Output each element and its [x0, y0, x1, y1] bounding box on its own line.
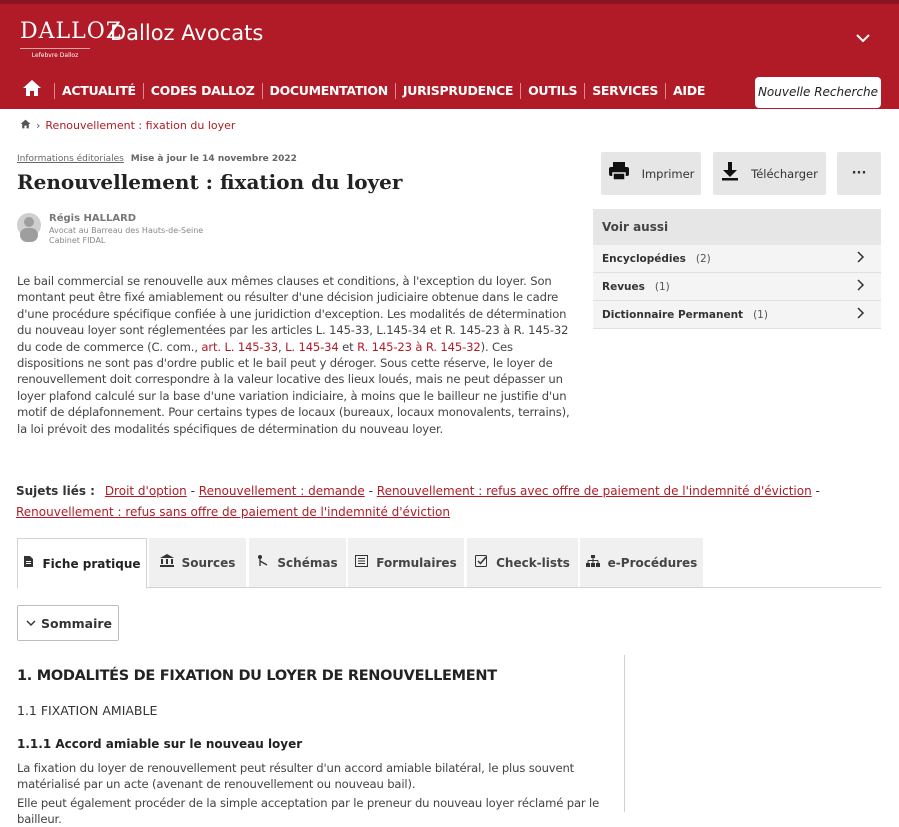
tab-label: e-Procédures [607, 555, 698, 570]
author-role [49, 226, 203, 246]
download-label: Télécharger [751, 166, 818, 181]
see-also-item-revues[interactable] [593, 273, 881, 301]
tab-sources[interactable] [149, 538, 246, 587]
tab-check-lists[interactable] [467, 538, 578, 587]
intro-sep-1: , [278, 339, 286, 354]
content-paragraph: Elle peut également procéder de la simple acceptation par le preneur du nouveau loyer réclamé par le bailleur. [17, 796, 600, 826]
checkbox-icon [475, 555, 488, 571]
top-header [0, 0, 899, 109]
nav-item-codes[interactable]: CODES DALLOZ [143, 83, 262, 99]
logo-subtitle: Lefebvre Dalloz [31, 52, 79, 59]
see-also-count: (1) [654, 280, 670, 293]
tab-label: Schémas [277, 555, 338, 570]
section-heading-1-1-1: 1.1.1 Accord amiable sur le nouveau loyer [17, 737, 303, 751]
tab-e-procedures[interactable] [580, 538, 703, 587]
chevron-down-icon [26, 617, 36, 630]
see-also-item-encyclopedies[interactable] [593, 245, 881, 273]
hierarchy-icon [586, 555, 600, 571]
see-also-label: Dictionnaire Permanent [602, 308, 744, 321]
tab-fiche-pratique[interactable] [17, 538, 147, 589]
link-r145-23[interactable]: R. 145-23 à R. 145-32 [357, 339, 481, 354]
more-options-button[interactable]: ··· [837, 152, 881, 195]
site-brand[interactable]: Dalloz Avocats [110, 21, 264, 45]
breadcrumb-current[interactable]: Renouvellement : fixation du loyer [45, 119, 236, 132]
chevron-right-icon [857, 251, 865, 267]
nav-item-outils[interactable]: OUTILS [520, 83, 584, 99]
related-link-refus-sans-offre[interactable]: Renouvellement : refus sans offre de paiement de l'indemnité d'éviction [16, 505, 450, 519]
editorial-info-link[interactable]: Informations éditoriales [17, 154, 124, 164]
breadcrumb-separator: › [36, 119, 41, 132]
avatar [17, 213, 41, 237]
related-separator: - [815, 484, 820, 498]
content-tabs [17, 538, 881, 588]
editorial-meta [17, 154, 297, 164]
summary-label: Sommaire [41, 615, 113, 631]
content-paragraph: La fixation du loyer de renouvellement peut résulter d'un accord amiable bilatéral, le plus souvent matérialisé par un acte (avenant de renouvellement ou nouveau bail). [17, 761, 575, 791]
document-icon [23, 555, 34, 572]
print-button[interactable] [601, 152, 701, 195]
sitemap-icon [257, 554, 269, 571]
institution-icon [160, 554, 174, 571]
related-link-demande[interactable]: Renouvellement : demande [198, 484, 365, 498]
intro-text-1: Le bail commercial se renouvelle aux mêmes clauses et conditions, à l'exception du loyer. Son montant peut être fixé amiablement ou résulter d'une décision judiciaire obtenue dans le cadre d'une procédure spécifique confiée à une juridiction d'exception. Les modalités de détermination du nouveau loyer sont réglementées par les articles L. 145-33, L.145-34 et R. 145-23 à R. 145-32 du code de commerce (C. com., [17, 274, 569, 354]
section-heading-1: 1. MODALITÉS DE FIXATION DU LOYER DE RENOUVELLEMENT [17, 668, 497, 684]
page-title: Renouvellement : fixation du loyer [17, 170, 403, 194]
dalloz-logo[interactable] [20, 18, 123, 59]
update-date: Mise à jour le 14 novembre 2022 [130, 154, 297, 164]
tab-label: Sources [181, 555, 236, 570]
author-role-line2: Cabinet FIDAL [49, 236, 106, 245]
print-label: Imprimer [641, 166, 695, 181]
nav-item-aide[interactable]: AIDE [665, 83, 712, 99]
section-heading-1-1: 1.1 FIXATION AMIABLE [17, 703, 158, 718]
download-icon [721, 161, 739, 186]
see-also-label: Revues [602, 280, 645, 293]
nav-item-jurisprudence[interactable]: JURISPRUDENCE [395, 83, 520, 99]
link-art-l145-33[interactable]: art. L. 145-33 [201, 339, 279, 354]
chevron-right-icon [857, 279, 865, 295]
summary-toggle-button[interactable] [17, 605, 119, 641]
related-topics [16, 481, 876, 523]
related-link-droit-option[interactable]: Droit d'option [104, 484, 187, 498]
article-intro [17, 273, 577, 437]
logo-wordmark: DALLOZ [20, 19, 123, 44]
author-name: Régis HALLARD [49, 213, 137, 224]
logo-divider [20, 48, 90, 49]
tab-formulaires[interactable] [348, 538, 464, 587]
home-icon[interactable] [20, 119, 31, 132]
see-also-title: Voir aussi [593, 209, 881, 245]
related-label: Sujets liés : [16, 484, 95, 498]
related-separator: - [190, 484, 195, 498]
tab-label: Formulaires [376, 555, 457, 570]
breadcrumb [20, 119, 235, 132]
tab-label: Fiche pratique [42, 556, 141, 571]
see-also-count: (1) [753, 308, 768, 321]
see-also-panel [593, 209, 881, 329]
nav-item-services[interactable]: SERVICES [584, 83, 665, 99]
main-nav [22, 80, 712, 102]
chevron-right-icon [857, 307, 865, 323]
content-divider [624, 655, 625, 812]
see-also-count: (2) [695, 252, 711, 265]
author-block [17, 213, 203, 246]
tab-label: Check-lists [496, 555, 570, 570]
link-l145-34[interactable]: L. 145-34 [285, 339, 339, 354]
related-separator: - [368, 484, 373, 498]
home-icon[interactable] [22, 79, 42, 102]
download-button[interactable] [713, 152, 826, 195]
intro-sep-2: et [338, 339, 358, 354]
form-icon [355, 555, 368, 571]
nav-item-actualite[interactable]: ACTUALITÉ [54, 83, 143, 99]
printer-icon [608, 161, 630, 186]
tab-schemas[interactable] [249, 538, 346, 587]
related-link-refus-avec-offre[interactable]: Renouvellement : refus avec offre de paiement de l'indemnité d'éviction [376, 484, 812, 498]
new-search-button[interactable]: Nouvelle Recherche [755, 77, 881, 108]
author-role-line1: Avocat au Barreau des Hauts-de-Seine [49, 226, 204, 235]
intro-text-2: ). Ces dispositions ne sont pas d'ordre public et le bail peut y déroger. Sous cette réserve, le loyer de renouvellement doit correspondre à la valeur locative des lieux loués, mais ne peut dépasser un loyer plafond calculé sur la base d'une variation indiciaire, à moins que le bailleur ne justifie d'un motif de déplafonnement. Pour certains types de locaux (bureaux, locaux monovalents, terrains), la loi prévoit des modalités spécifiques de détermination du nouveau loyer. [17, 339, 570, 436]
chevron-down-icon[interactable] [850, 31, 876, 55]
see-also-label: Encyclopédies [602, 252, 686, 265]
nav-item-documentation[interactable]: DOCUMENTATION [262, 83, 395, 99]
see-also-item-dictionnaire[interactable] [593, 301, 881, 329]
author-info [49, 213, 203, 246]
